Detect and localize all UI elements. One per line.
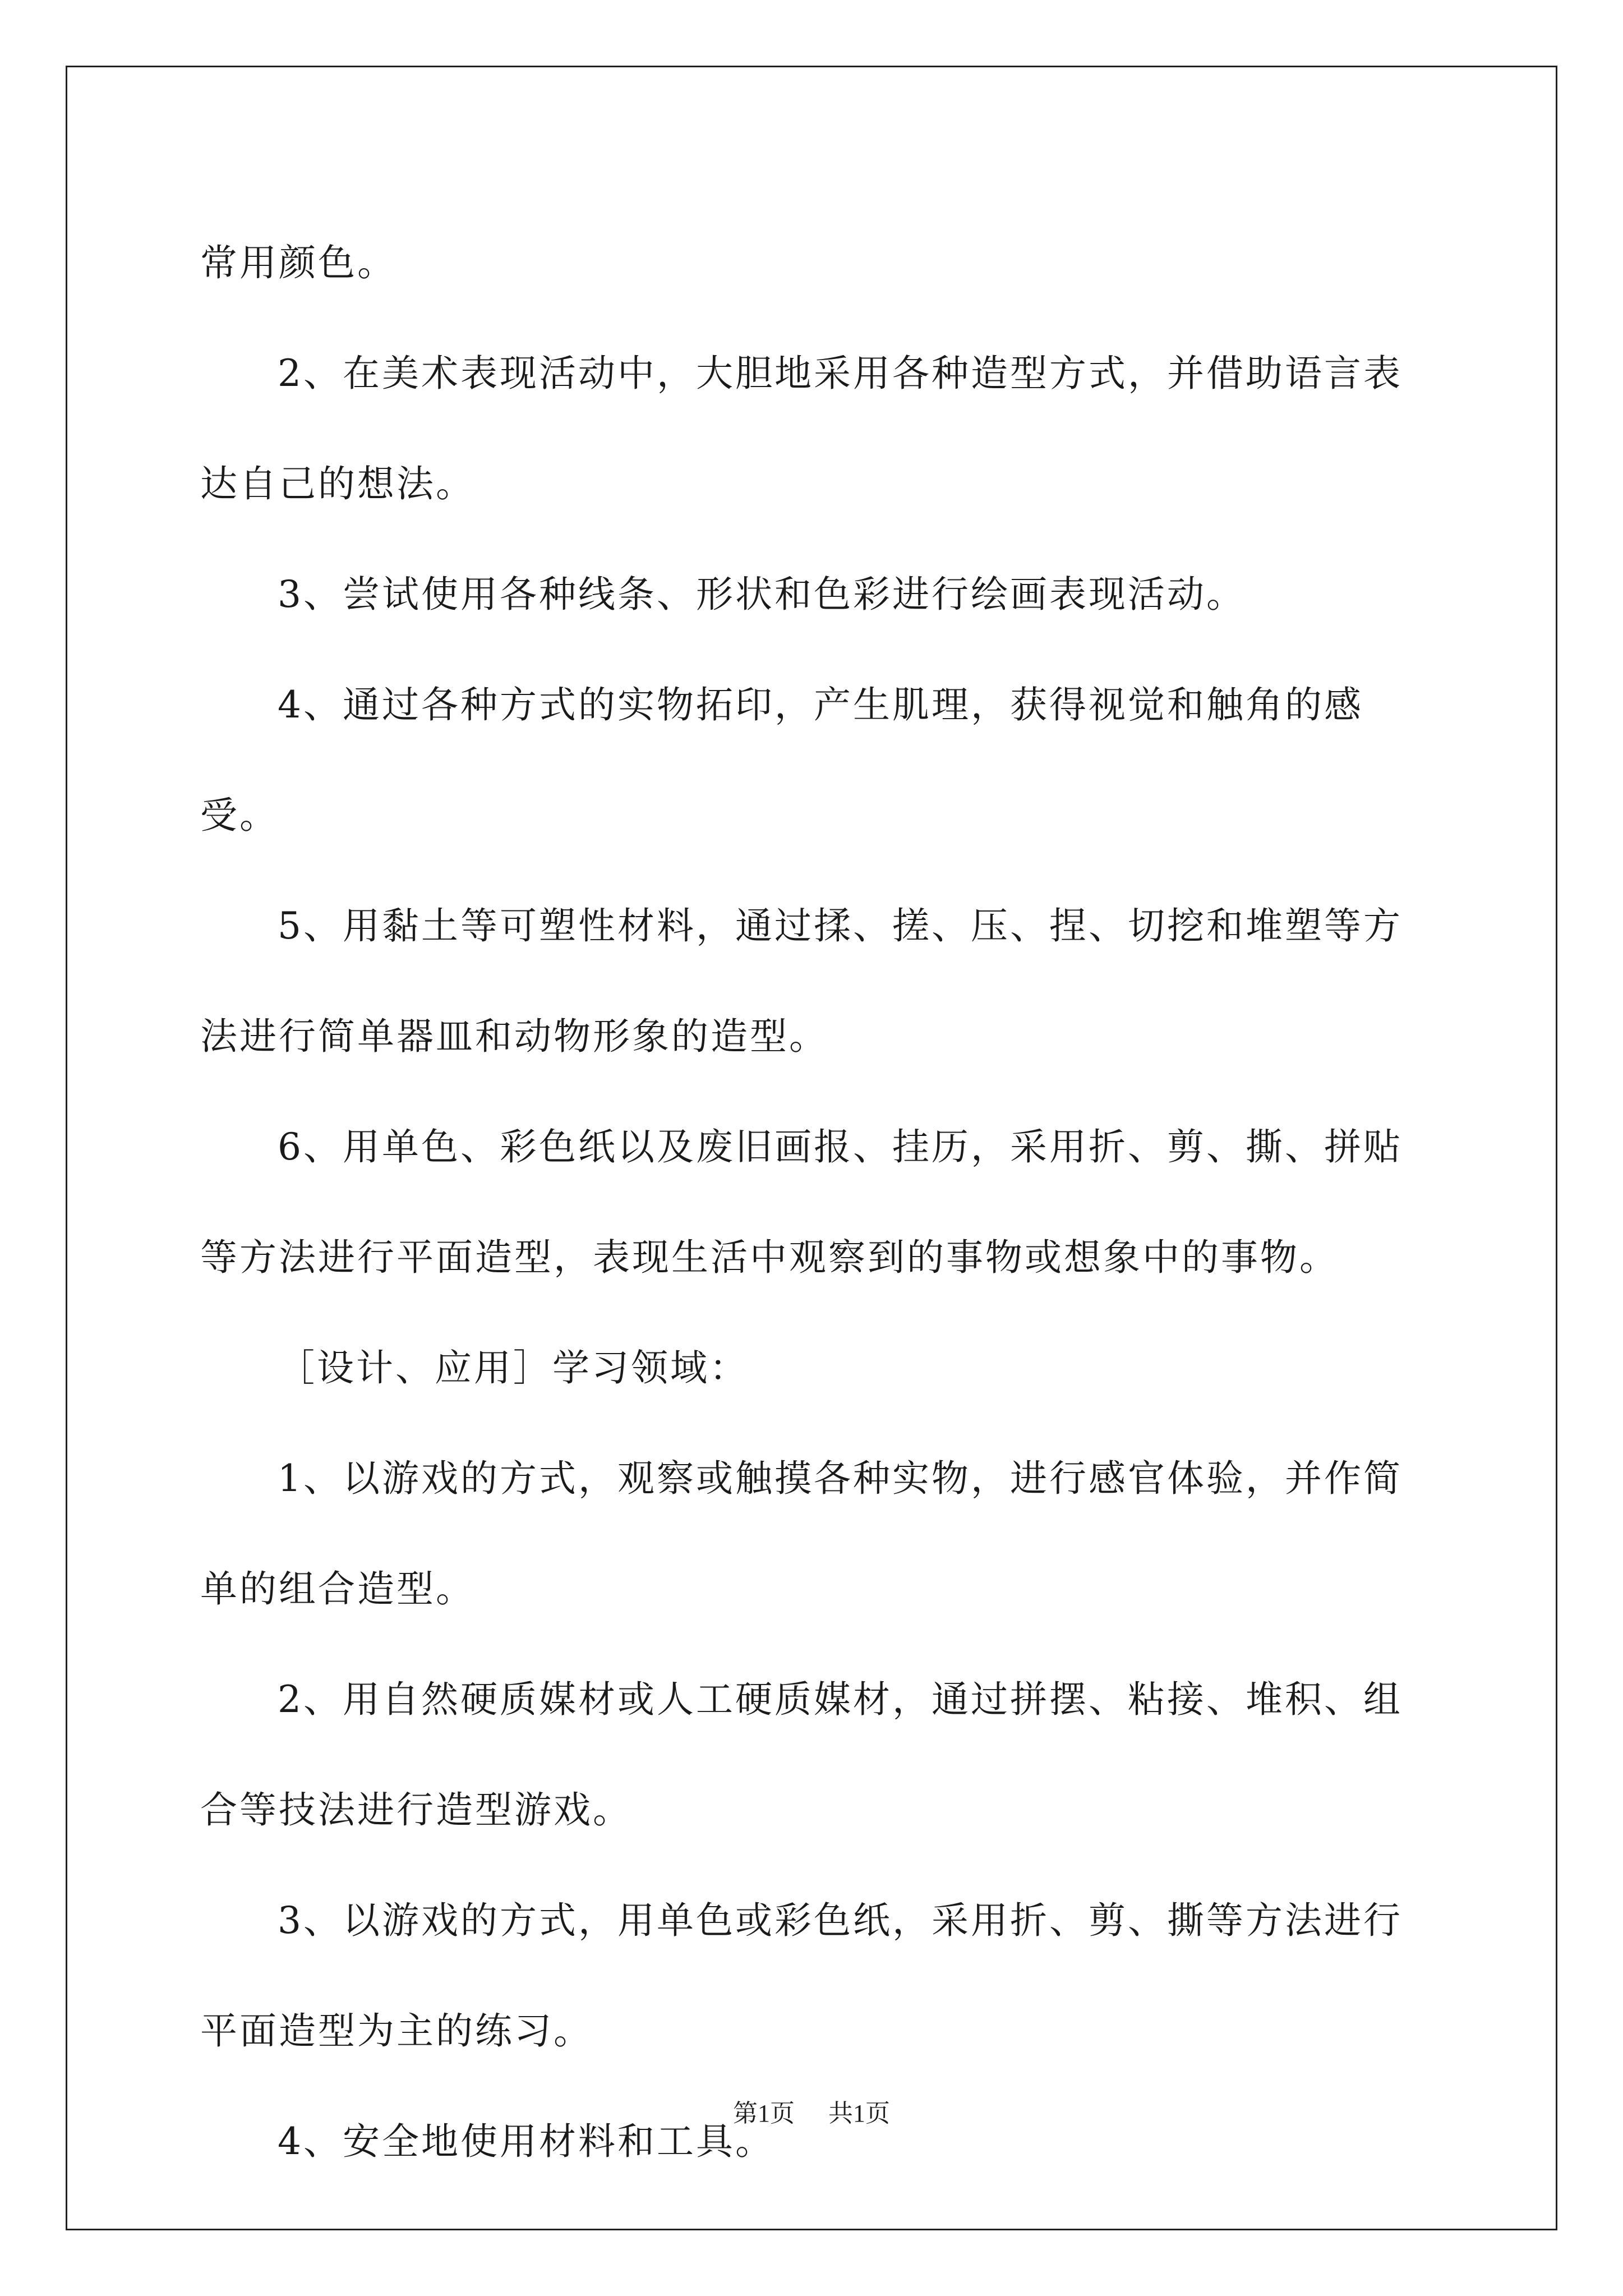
paragraph: 4、安全地使用材料和工具。 <box>278 2120 774 2163</box>
paragraph: 2、用自然硬质媒材或人工硬质媒材，通过拼摆、粘接、堆积、组合等技法进行造型游戏。 <box>200 1678 1403 1832</box>
paragraph: 2、在美术表现活动中，大胆地采用各种造型方式，并借助语言表达自己的想法。 <box>200 352 1403 505</box>
paragraph: 3、尝试使用各种线条、形状和色彩进行绘画表现活动。 <box>278 573 1246 616</box>
document-body <box>200 208 1440 2197</box>
paragraph: 5、用黏土等可塑性材料，通过揉、搓、压、捏、切挖和堆塑等方法进行简单器皿和动物形象的造型。 <box>200 904 1403 1058</box>
page-footer <box>0 2097 1623 2131</box>
paragraph: 常用颜色。 <box>200 241 396 284</box>
section-heading: ［设计、应用］学习领域： <box>278 1346 749 1389</box>
page-total: 共1页 <box>828 2100 890 2127</box>
page-number: 第1页 <box>733 2100 795 2127</box>
paragraph: 6、用单色、彩色纸以及废旧画报、挂历，采用折、剪、撕、拼贴等方法进行平面造型，表现生活中观察到的事物或想象中的事物。 <box>200 1125 1403 1279</box>
paragraph: 4、通过各种方式的实物拓印，产生肌理，获得视觉和触角的感受。 <box>200 683 1363 837</box>
paragraph: 1、以游戏的方式，观察或触摸各种实物，进行感官体验，并作简单的组合造型。 <box>200 1457 1403 1611</box>
paragraph: 3、以游戏的方式，用单色或彩色纸，采用折、剪、撕等方法进行平面造型为主的练习。 <box>200 1899 1403 2053</box>
